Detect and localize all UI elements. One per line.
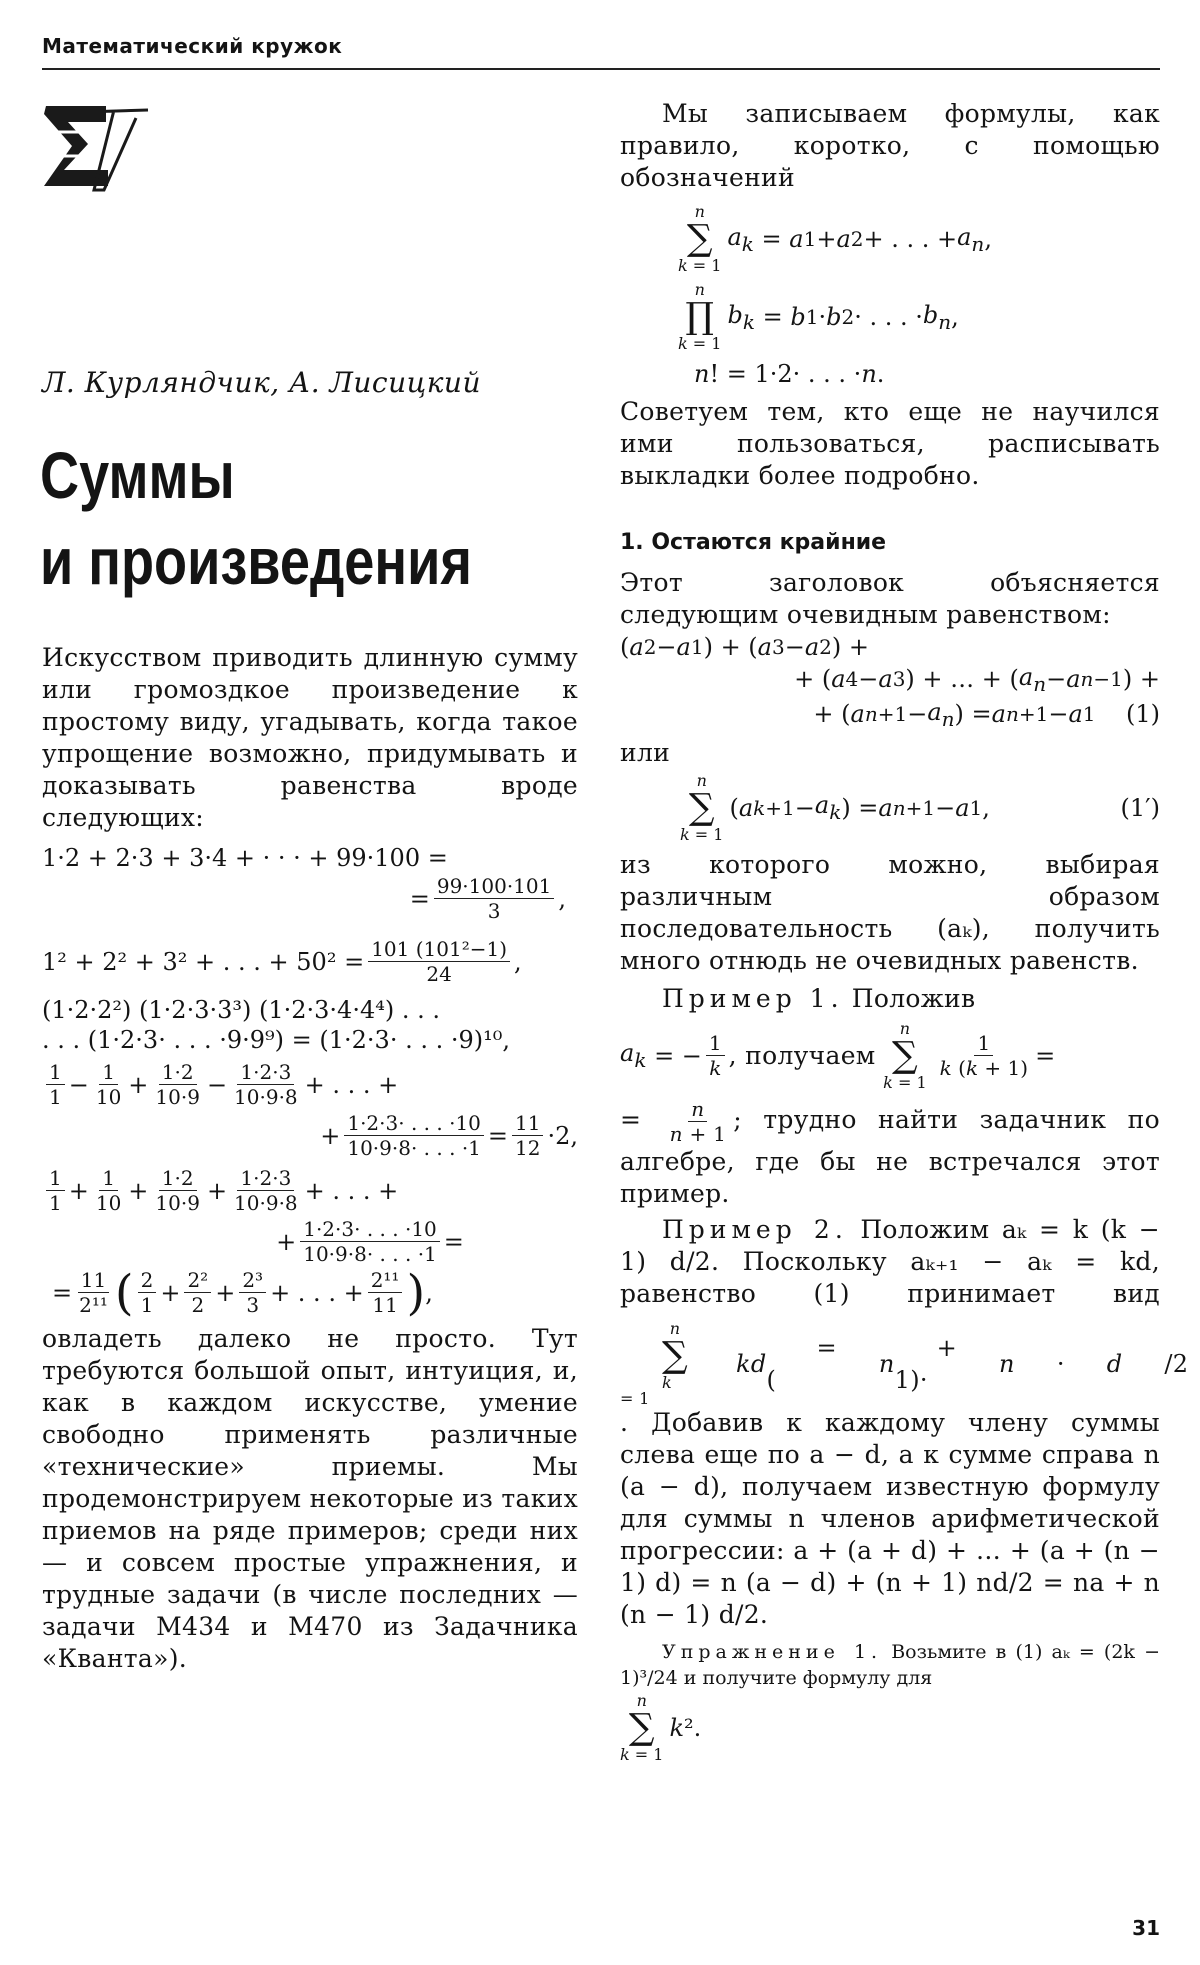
example-2-label: Пример 2. [662, 1214, 848, 1244]
formula-5-line-2: + $\frac{1\cdot 2\cdot 3\cdot . . . \cdot 10}{10\cdot 9\cdot 8\cdot . . . \cdot 1}$ = [276, 1217, 464, 1266]
formula-3-line-1: (1·2·2²) (1·2·3·3³) (1·2·3·4·4⁴) . . . [42, 996, 440, 1024]
formula-4-line-2: + $\frac{1\cdot 2\cdot 3\cdot . . . \cdot 10}{10\cdot 9\cdot 8\cdot . . . \cdot 1}$ = $\frac{11}{12}$ ·2, [320, 1111, 578, 1160]
header-rule [42, 68, 1160, 70]
example-1 [620, 983, 1160, 1015]
article-title [40, 432, 472, 604]
formula-3-line-2: . . . (1·2·3· . . . ·9·9⁹) = (1·2·3· . . . ·9)¹⁰, [42, 1026, 510, 1054]
section-1-intro: Этот заголовок объясняется следующим очевидным равенством: [620, 568, 1160, 629]
page-number: 31 [1132, 1916, 1160, 1940]
notation-paragraph: Мы записываем формулы, как правило, коротко, с помощью обозначений [620, 99, 1160, 192]
exercise-1 [620, 1639, 1160, 1691]
formula-2: 1² + 2² + 3² + . . . + 50² = $\frac{\text{101 (101²−1)}}{24}$ , [42, 937, 522, 986]
word-or: или [620, 737, 671, 767]
formula-1-line-1: 1·2 + 2·3 + 3·4 + · · · + 99·100 = [42, 844, 448, 872]
factorial-notation: n ! = 1·2· . . . · n . [694, 360, 885, 388]
equation-1-line-1: ( a 2 − a 1 ) + ( a 3 − a 2 ) + [620, 633, 869, 661]
advice-paragraph: Советуем тем, кто еще не научился ими пользоваться, расписывать выкладки более подробно. [620, 397, 1160, 490]
after-eq1-paragraph: из которого можно, выбирая различным образом последовательность (aₖ), получить много отнюдь не очевидных равенств. [620, 849, 1160, 975]
example-2-formula: n ∑ k = 1 kd = ( n + 1)· n · d /2 [620, 1318, 1189, 1408]
formula-5-line-1: $\frac{1}{1}$ + $\frac{1}{10}$ + $\frac{1\cdot 2}{10\cdot 9}$ + $\frac{1\cdot 2\cdot 3}{10\cdot 9\cdot 8}$ + . . . + [42, 1166, 578, 1215]
equation-1-line-2: + ( a 4 − a 3 ) + … + ( $a_n$ − a n−1 ) + [794, 663, 1160, 696]
section-label: Математический кружок [42, 34, 343, 58]
exercise-1-formula: n ∑ k = 1 k ². [620, 1690, 702, 1764]
sum-notation: n ∑ k = 1 $a_k$ = a 1 + a 2 + . . . + $a_n$ , [678, 202, 992, 275]
example-2 [620, 1214, 1189, 1631]
section-1-heading: 1. Остаются крайние [620, 530, 887, 555]
title-line-2: и произведения [40, 524, 472, 598]
example-2-text-a: Положим aₖ = k (k − 1) d/2. Поскольку aₖ₊₁ − aₖ = kd, равенство (1) принимает вид [620, 1214, 1161, 1308]
example-1-formula: $a_k$ = − $\frac{1}{k}$ , получаем n ∑ k = 1 $\frac{1}{k (k + 1)}$ = [620, 1018, 1056, 1092]
left-column [42, 642, 578, 1675]
title-line-1: Суммы [40, 438, 235, 512]
formula-block [42, 844, 578, 1321]
notation-formulas [678, 204, 1160, 388]
intro-paragraph: Искусством приводить длинную сумму или громоздкое произведение к простому виду, угадывать, когда такое упрощение возможно, придумывать и доказывать равенства вроде следующих: [42, 643, 578, 832]
example-1-text-b: , получаем [728, 1040, 876, 1070]
exercise-1-text: Возьмите в (1) aₖ = (2k − 1)³/24 и получите формулу для [620, 1640, 1160, 1689]
exercise-1-label: Упражнение 1. [662, 1640, 883, 1663]
example-2-text-b: . Добавив к каждому члену суммы слева еще по a − d, а к сумме справа n (a − d), получаем известную формулу для суммы n членов арифметической прогрессии: a + (a + d) + … + (a + (n − 1) d) = n (a − d) + (n + 1) nd/2 = na + n (n − 1) d/2. [620, 1407, 1160, 1629]
product-notation: n ∏ k = 1 $b_k$ = b 1 · b 2 · . . . · $b_n$ , [678, 280, 959, 353]
formula-5-line-3: = $\frac{11}{\text{2¹¹}}$ ( $\frac{2}{1}$ + $\frac{\text{2²}}{2}$ + $\frac{\text{2³}}{3}$ + . . . + $\frac{\text{2¹¹}}{11}$ ) , [52, 1264, 433, 1321]
example-1-label: Пример 1. [662, 983, 844, 1013]
formula-4-line-1: $\frac{1}{1}$ − $\frac{1}{10}$ + $\frac{1\cdot 2}{10\cdot 9}$ − $\frac{1\cdot 2\cdot 3}{10\cdot 9\cdot 8}$ + . . . + [42, 1060, 578, 1109]
formula-1-line-2: = $\frac{99\cdot 100\cdot 101}{3}$ , [409, 874, 566, 923]
example-1-text-c: ; трудно найти задачник по алгебре, где бы не встречался этот пример. [620, 1104, 1160, 1208]
authors: Л. Курляндчик, А. Лисицкий [42, 366, 481, 399]
equation-1-prime: n ∑ k = 1 ( a k+1 − $a_k$ ) = a n+1 − a 1 , (1′) [680, 770, 1160, 844]
equation-1-line-3: + ( a n+1 − $a_n$ ) = a n+1 − a 1 (1) [813, 697, 1160, 731]
right-column [620, 98, 1189, 1765]
after-formulas-paragraph: овладеть далеко не просто. Тут требуются большой опыт, интуиция, и, как в каждом искусстве, умение свободно применять различные «технические» приемы. Мы продемонстрируем некоторые из таких приемов на ряде примеров; среди них — и совсем простые упражнения, и трудные задачи (в числе последних — задачи М434 и М470 из Задачника «Кванта»). [42, 1324, 578, 1673]
sigma-logo-icon [40, 100, 150, 200]
example-1-text-a: Положив [851, 983, 976, 1013]
example-1-result: = $\frac{n}{n + 1}$ ; трудно найти задачник по алгебре, где бы не встречался этот пример. [620, 1096, 1160, 1208]
equation-1 [620, 633, 1160, 731]
